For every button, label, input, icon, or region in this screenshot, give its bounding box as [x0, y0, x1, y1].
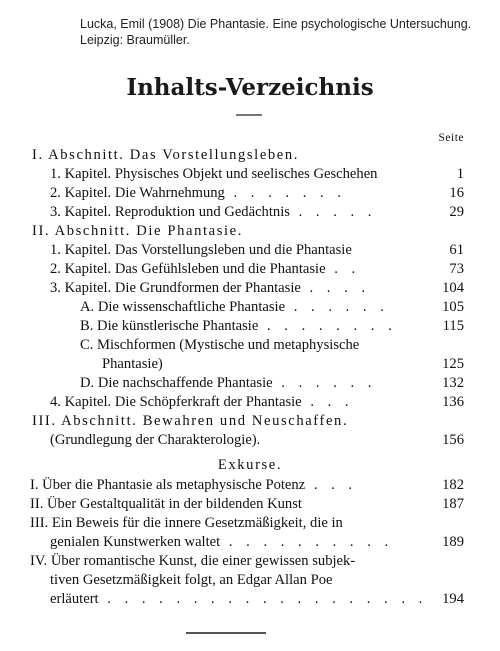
toc-entry-text: 3. Kapitel. Reproduktion und Gedächtnis . . . . . — [50, 204, 377, 220]
dot-leader: . . . . — [300, 280, 371, 296]
toc-entry-text: B. Die künstlerische Phantasie . . . . . . . . — [80, 318, 397, 334]
toc-entry — [0, 222, 500, 241]
toc-entry-text: II. Abschnitt. Die Phantasie. — [32, 223, 243, 239]
toc-entry-text: 1. Kapitel. Physisches Objekt und seelisches Geschehen — [50, 166, 378, 182]
toc-entry-text: genialen Kunstwerken waltet . . . . . . . . . . — [50, 534, 394, 550]
toc-entry-text: III. Abschnitt. Bewahren und Neuschaffen. — [32, 413, 349, 429]
toc-entry-text: C. Mischformen (Mystische und metaphysische — [80, 337, 360, 353]
toc-entry-text: (Grundlegung der Charakterologie). — [50, 432, 261, 448]
toc-entry-text: 2. Kapitel. Die Wahrnehmung . . . . . . . — [50, 185, 346, 201]
toc-entry — [0, 412, 500, 431]
toc-entry — [0, 590, 500, 609]
toc-page-number: 187 — [442, 496, 464, 512]
dot-leader: . . . . . . — [272, 375, 377, 391]
toc-entry — [0, 393, 500, 412]
dot-leader: . . . . . . . . — [258, 318, 397, 334]
toc-page-number: 156 — [442, 432, 464, 448]
table-of-contents — [0, 133, 500, 609]
dot-leader: . . . . . . — [285, 299, 389, 315]
toc-entry-text: 2. Kapitel. Das Gefühlsleben und die Phantasie . . — [50, 261, 361, 277]
bottom-rule — [186, 632, 266, 634]
toc-entry — [0, 279, 500, 298]
toc-entry-text: IV. Über romantische Kunst, die einer gewissen subjek- — [30, 553, 356, 569]
toc-entry — [0, 476, 500, 495]
toc-entry-text: I. Abschnitt. Das Vorstellungsleben. — [32, 147, 300, 163]
seite-label: Seite — [438, 132, 464, 144]
dot-leader: . . . — [301, 394, 354, 410]
toc-page-number: 29 — [449, 204, 464, 220]
dot-leader: . . . — [305, 477, 358, 493]
title-mark — [236, 114, 262, 116]
toc-entry — [0, 431, 500, 450]
toc-page-number: 194 — [442, 591, 464, 607]
toc-entry — [0, 571, 500, 590]
toc-entry-text: tiven Gesetzmäßigkeit folgt, an Edgar Allan Poe — [50, 572, 333, 588]
toc-page-number: 132 — [442, 375, 464, 391]
toc-entry — [0, 260, 500, 279]
toc-entry — [0, 336, 500, 355]
toc-entry — [0, 533, 500, 552]
toc-entry-text: I. Über die Phantasie als metaphysische Potenz . . . — [30, 477, 358, 493]
dot-leader: . . . . . — [289, 204, 377, 220]
dot-leader: . . . . . . . . . . . . . . . . . . . — [98, 591, 428, 607]
toc-entry — [0, 317, 500, 336]
toc-entry-text: Phantasie) — [102, 356, 163, 372]
toc-entry — [0, 203, 500, 222]
toc-entry — [0, 146, 500, 165]
toc-page-number: 73 — [449, 261, 464, 277]
toc-page-number: 16 — [449, 185, 464, 201]
toc-entry — [0, 298, 500, 317]
toc-page-number: 182 — [442, 477, 464, 493]
toc-entry-text: erläutert . . . . . . . . . . . . . . . . . . . — [50, 591, 428, 607]
toc-entry-text: 3. Kapitel. Die Grundformen der Phantasie . . . . — [50, 280, 371, 296]
toc-entry — [0, 241, 500, 260]
toc-entry-text: 4. Kapitel. Die Schöpferkraft der Phantasie . . . — [50, 394, 354, 410]
toc-entry — [0, 552, 500, 571]
toc-page-number: 1 — [456, 166, 464, 182]
toc-entry-text: A. Die wissenschaftliche Phantasie . . . . . . — [80, 299, 389, 315]
toc-entry — [0, 514, 500, 533]
page-title: Inhalts-Verzeichnis — [126, 74, 374, 101]
toc-entry — [0, 355, 500, 374]
toc-page-number: 115 — [442, 318, 464, 334]
toc-entry-text: D. Die nachschaffende Phantasie . . . . . . — [80, 375, 377, 391]
toc-entry — [0, 165, 500, 184]
dot-leader: . . . . . . . . . . — [220, 534, 394, 550]
toc-page-number: 125 — [442, 356, 464, 372]
toc-entry — [0, 374, 500, 393]
toc-entry — [0, 184, 500, 203]
toc-entry-text: II. Über Gestaltqualität in der bildenden Kunst — [30, 496, 302, 512]
toc-page-number: 104 — [442, 280, 464, 296]
toc-page-number: 189 — [442, 534, 464, 550]
toc-page-number: 61 — [449, 242, 464, 258]
dot-leader: . . . . . . . — [224, 185, 346, 201]
exkurse-heading — [0, 450, 500, 476]
toc-page-number: 136 — [442, 394, 464, 410]
toc-entry-text: Exkurse. — [217, 457, 283, 473]
dot-leader: . . — [325, 261, 361, 277]
caption: Lucka, Emil (1908) Die Phantasie. Eine psychologische Untersuchung. Leipzig: Braumüller. — [80, 17, 472, 47]
toc-entry-text: 1. Kapitel. Das Vorstellungsleben und die Phantasie — [50, 242, 352, 258]
toc-entry — [0, 495, 500, 514]
toc-page-number: 105 — [442, 299, 464, 315]
toc-entry-text: III. Ein Beweis für die innere Gesetzmäßigkeit, die in — [30, 515, 343, 531]
